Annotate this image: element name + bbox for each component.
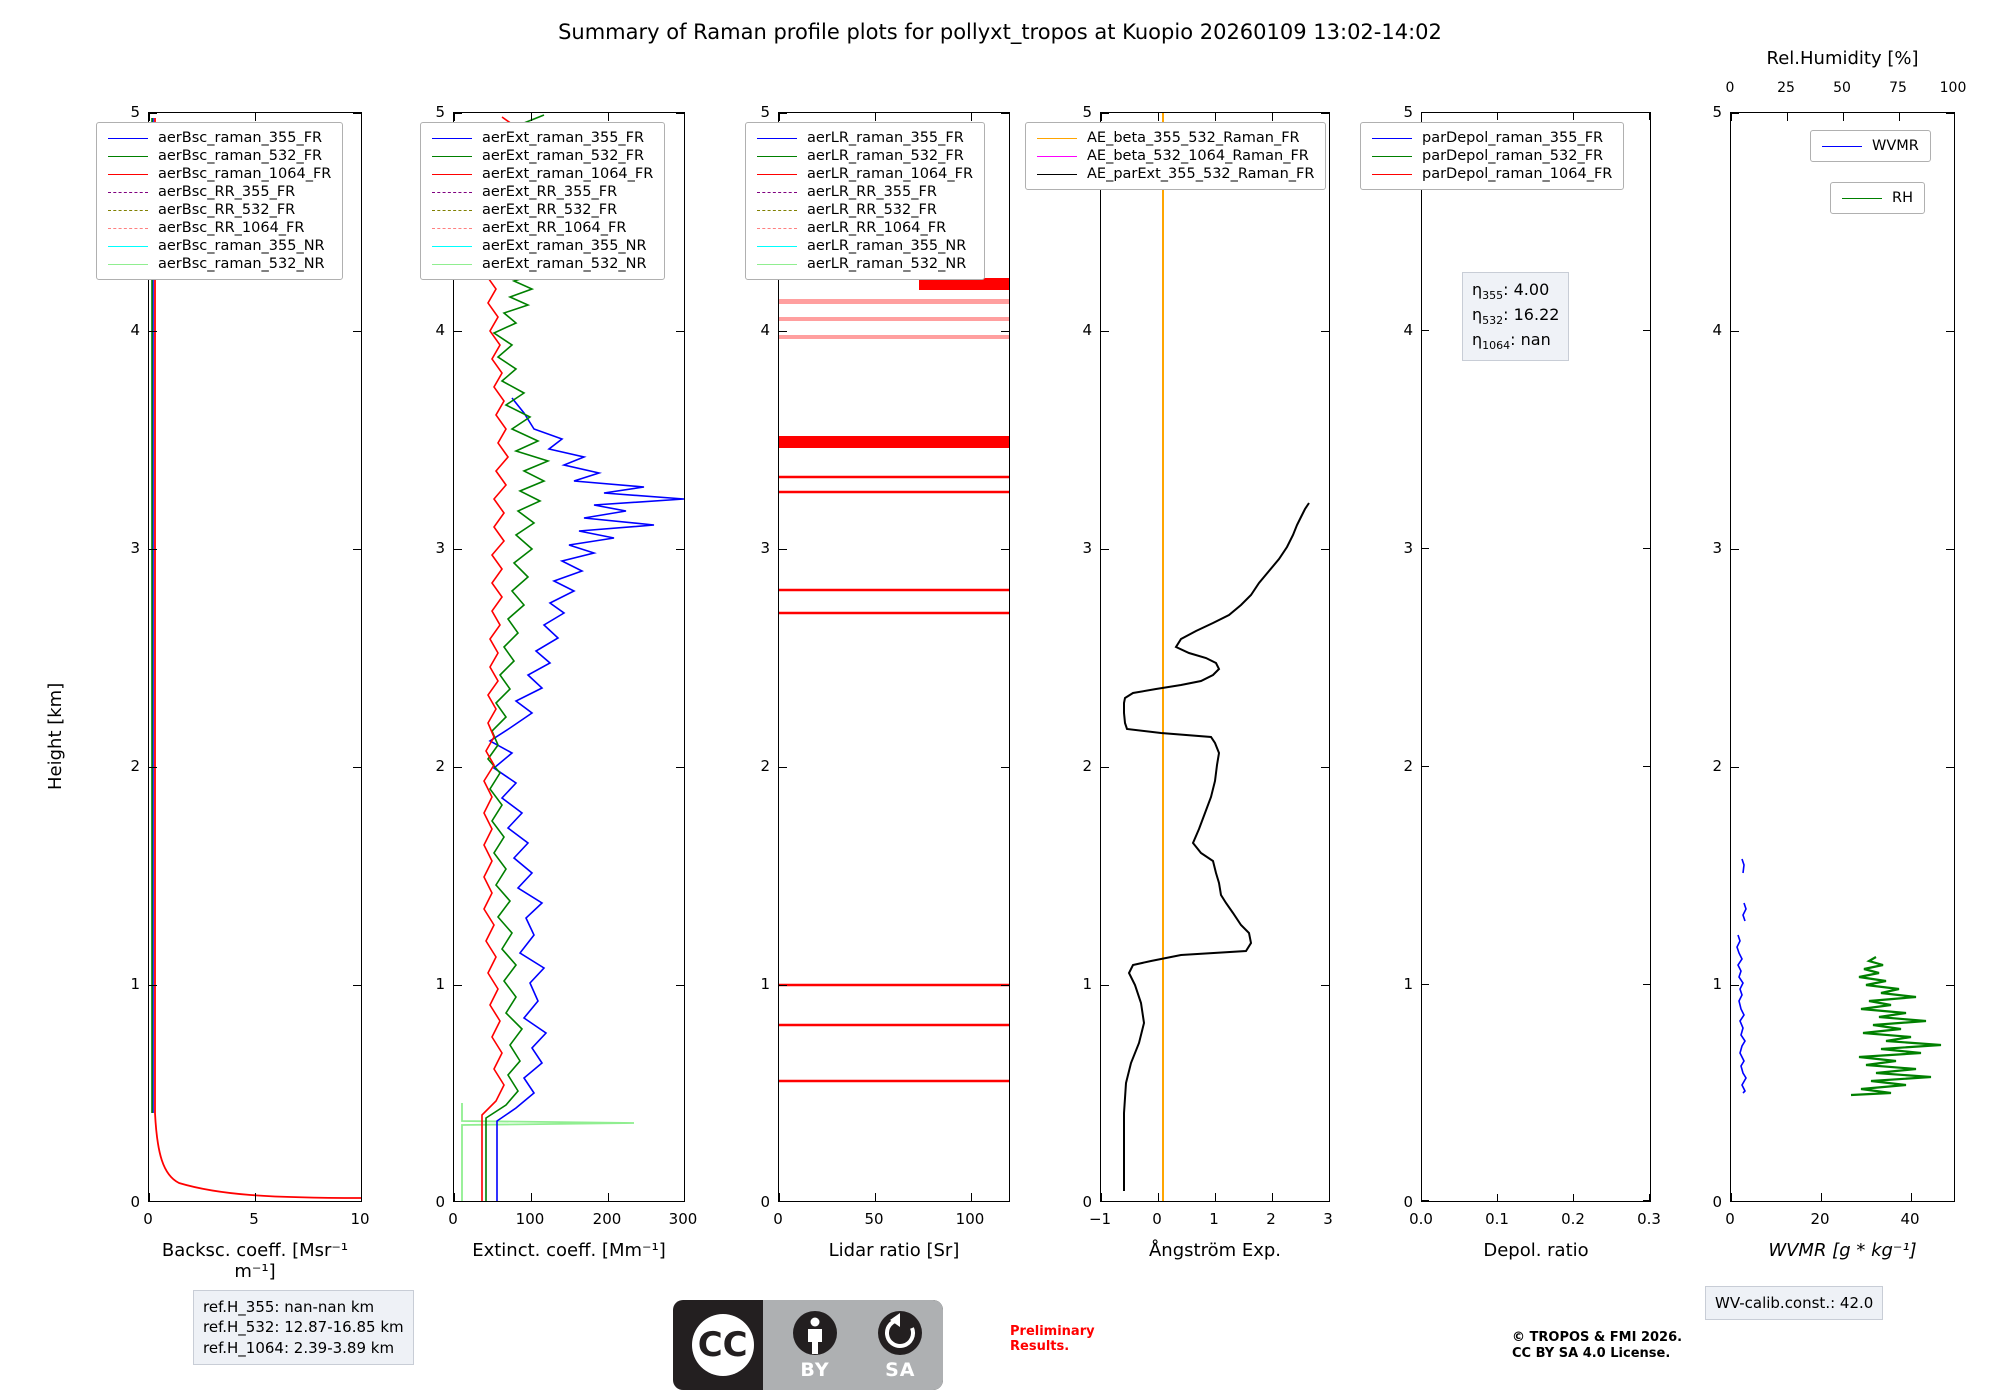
legend-label: WVMR bbox=[1872, 138, 1919, 154]
x-tick-2: 0.2 bbox=[1561, 1210, 1585, 1228]
axes-wvmr bbox=[1730, 112, 1955, 1202]
legend-item bbox=[1369, 165, 1615, 183]
legend-swatch bbox=[108, 138, 148, 139]
legend-lidar-ratio bbox=[745, 122, 985, 280]
legend-swatch bbox=[1037, 174, 1077, 175]
y-tick-1: 1 bbox=[1082, 975, 1092, 993]
legend-item bbox=[1034, 165, 1317, 183]
legend-swatch bbox=[432, 156, 472, 157]
y-tick-0: 0 bbox=[1082, 1193, 1092, 1211]
x-tick-0: 0 bbox=[773, 1210, 783, 1228]
x-axis-caption-depol-ratio: Depol. ratio bbox=[1483, 1240, 1589, 1261]
legend-item bbox=[1369, 129, 1615, 147]
legend-swatch bbox=[757, 264, 797, 265]
legend-swatch bbox=[1372, 174, 1412, 175]
cc-by-label: BY bbox=[800, 1359, 830, 1381]
figure-title: Summary of Raman profile plots for pollyxt_tropos at Kuopio 20260109 13:02-14:02 bbox=[558, 20, 1442, 44]
legend-item bbox=[429, 129, 656, 147]
cc-text: CC bbox=[697, 1325, 748, 1365]
y-tick-0: 0 bbox=[1712, 1193, 1722, 1211]
legend-label: aerLR_raman_532_NR bbox=[807, 256, 967, 272]
y-tick-2: 2 bbox=[1712, 757, 1722, 775]
y-tick-1: 1 bbox=[760, 975, 770, 993]
x-tick-4: 3 bbox=[1323, 1210, 1333, 1228]
legend-item bbox=[105, 255, 334, 273]
legend-swatch bbox=[432, 264, 472, 265]
legend-swatch bbox=[757, 210, 797, 211]
preliminary-line-2: Results. bbox=[1010, 1338, 1070, 1354]
y-tick-5: 5 bbox=[435, 103, 445, 121]
reference-heights-box bbox=[193, 1290, 414, 1365]
legend-label: aerBsc_raman_1064_FR bbox=[158, 166, 332, 182]
legend-swatch bbox=[108, 174, 148, 175]
y-tick-4: 4 bbox=[435, 321, 445, 339]
x-tick-1: 0 bbox=[1152, 1210, 1162, 1228]
x-tick-0: 0 bbox=[448, 1210, 458, 1228]
eta-1064-value: nan bbox=[1520, 330, 1551, 350]
legend-item bbox=[754, 219, 976, 237]
y-tick-4: 4 bbox=[1403, 321, 1413, 339]
legend-item bbox=[105, 129, 334, 147]
x-tick-0: 0 bbox=[1725, 1210, 1735, 1228]
legend-label: aerExt_raman_355_FR bbox=[482, 130, 645, 146]
legend-backscatter bbox=[96, 122, 343, 280]
copyright-note bbox=[1512, 1330, 1682, 1361]
legend-swatch bbox=[432, 174, 472, 175]
x-axis-caption-backscatter: Backsc. coeff. [Msr⁻¹ m⁻¹] bbox=[161, 1240, 349, 1282]
y-tick-1: 1 bbox=[435, 975, 445, 993]
legend-item bbox=[429, 165, 656, 183]
y-tick-2: 2 bbox=[130, 757, 140, 775]
y-axis-title: Height [km] bbox=[45, 682, 66, 790]
legend-swatch bbox=[432, 138, 472, 139]
legend-item bbox=[429, 237, 656, 255]
legend-swatch bbox=[108, 264, 148, 265]
legend-label: AE_beta_532_1064_Raman_FR bbox=[1087, 148, 1309, 164]
legend-swatch bbox=[1372, 138, 1412, 139]
x-tick-3: 0.3 bbox=[1637, 1210, 1661, 1228]
y-tick-3: 3 bbox=[1082, 539, 1092, 557]
legend-label: aerLR_RR_532_FR bbox=[807, 202, 937, 218]
wv-calib-const-box bbox=[1705, 1286, 1883, 1320]
y-tick-0: 0 bbox=[760, 1193, 770, 1211]
legend-item bbox=[429, 183, 656, 201]
y-tick-2: 2 bbox=[1403, 757, 1413, 775]
x-tick-0: −1 bbox=[1088, 1210, 1112, 1228]
y-tick-3: 3 bbox=[130, 539, 140, 557]
legend-item bbox=[429, 255, 656, 273]
x-tick-3: 2 bbox=[1266, 1210, 1276, 1228]
legend-label: AE_beta_355_532_Raman_FR bbox=[1087, 130, 1300, 146]
y-tick-5: 5 bbox=[1082, 103, 1092, 121]
legend-item bbox=[1369, 147, 1615, 165]
legend-label: aerLR_RR_355_FR bbox=[807, 184, 937, 200]
legend-item bbox=[105, 237, 334, 255]
legend-item bbox=[105, 219, 334, 237]
legend-swatch bbox=[108, 246, 148, 247]
legend-label: aerBsc_RR_1064_FR bbox=[158, 220, 305, 236]
preliminary-line-1: Preliminary bbox=[1010, 1324, 1095, 1339]
legend-item bbox=[429, 201, 656, 219]
y-tick-4: 4 bbox=[1082, 321, 1092, 339]
legend-label: aerExt_raman_355_NR bbox=[482, 238, 647, 254]
x-tick-2: 200 bbox=[592, 1210, 622, 1228]
y-tick-1: 1 bbox=[130, 975, 140, 993]
y-tick-2: 2 bbox=[1082, 757, 1092, 775]
cc-icon bbox=[692, 1314, 754, 1376]
preliminary-results-note bbox=[1010, 1325, 1095, 1355]
y-tick-4: 4 bbox=[130, 321, 140, 339]
legend-item bbox=[105, 201, 334, 219]
eta-532-value: 16.22 bbox=[1513, 305, 1560, 325]
legend-swatch bbox=[108, 210, 148, 211]
legend-swatch bbox=[432, 228, 472, 229]
legend-label: parDepol_raman_532_FR bbox=[1422, 148, 1604, 164]
legend-label: aerExt_RR_532_FR bbox=[482, 202, 618, 218]
legend-item bbox=[429, 219, 656, 237]
legend-swatch bbox=[108, 156, 148, 157]
x-axis-caption-angstrom: Ångström Exp. bbox=[1148, 1240, 1282, 1261]
person-icon bbox=[791, 1309, 839, 1357]
legend-swatch bbox=[757, 246, 797, 247]
y-tick-0: 0 bbox=[1403, 1193, 1413, 1211]
eta-355-value: 4.00 bbox=[1513, 280, 1550, 299]
y-tick-3: 3 bbox=[1712, 539, 1722, 557]
legend-swatch bbox=[1372, 156, 1412, 157]
legend-swatch bbox=[1842, 198, 1882, 199]
y-tick-2: 2 bbox=[760, 757, 770, 775]
legend-label: aerBsc_raman_355_NR bbox=[158, 238, 325, 254]
legend-swatch bbox=[432, 192, 472, 193]
y-tick-5: 5 bbox=[760, 103, 770, 121]
legend-extinction bbox=[420, 122, 665, 280]
top-axis-caption-rh: Rel.Humidity [%] bbox=[1766, 48, 1919, 69]
ref-h-532: ref.H_532: 12.87-16.85 km bbox=[203, 1318, 404, 1337]
share-alike-icon bbox=[876, 1309, 924, 1357]
legend-label: aerBsc_RR_355_FR bbox=[158, 184, 296, 200]
legend-label: aerLR_raman_355_FR bbox=[807, 130, 964, 146]
x-tick-2: 10 bbox=[350, 1210, 370, 1228]
legend-depol-ratio bbox=[1360, 122, 1624, 190]
legend-swatch bbox=[757, 138, 797, 139]
legend-swatch bbox=[757, 228, 797, 229]
legend-swatch bbox=[1037, 138, 1077, 139]
eta-532-line bbox=[1472, 304, 1559, 329]
eta-annotation-box bbox=[1462, 272, 1569, 361]
y-tick-3: 3 bbox=[435, 539, 445, 557]
y-tick-5: 5 bbox=[130, 103, 140, 121]
y-tick-1: 1 bbox=[1712, 975, 1722, 993]
y-tick-0: 0 bbox=[130, 1193, 140, 1211]
top-tick-4: 100 bbox=[1939, 80, 1967, 96]
copyright-line-1: © TROPOS & FMI 2026. bbox=[1512, 1330, 1683, 1345]
x-tick-1: 50 bbox=[864, 1210, 884, 1228]
y-tick-5: 5 bbox=[1403, 103, 1413, 121]
legend-item bbox=[1839, 189, 1916, 207]
y-tick-4: 4 bbox=[1712, 321, 1722, 339]
legend-label: aerExt_raman_532_FR bbox=[482, 148, 645, 164]
x-tick-1: 0.1 bbox=[1485, 1210, 1509, 1228]
legend-label: AE_parExt_355_532_Raman_FR bbox=[1087, 166, 1315, 182]
y-tick-3: 3 bbox=[1403, 539, 1413, 557]
x-tick-3: 300 bbox=[668, 1210, 698, 1228]
legend-item bbox=[754, 201, 976, 219]
ref-h-355: ref.H_355: nan-nan km bbox=[203, 1298, 375, 1316]
copyright-line-2: CC BY SA 4.0 License. bbox=[1512, 1345, 1671, 1361]
eta-532-symbol: $\eta_{532}$: bbox=[1472, 305, 1509, 328]
y-tick-4: 4 bbox=[760, 321, 770, 339]
top-tick-1: 25 bbox=[1777, 80, 1795, 96]
legend-swatch bbox=[432, 210, 472, 211]
legend-swatch bbox=[757, 174, 797, 175]
legend-label: parDepol_raman_355_FR bbox=[1422, 130, 1604, 146]
legend-item bbox=[105, 183, 334, 201]
legend-label: aerLR_raman_1064_FR bbox=[807, 166, 974, 182]
top-tick-3: 75 bbox=[1889, 80, 1907, 96]
eta-355-symbol: $\eta_{355}$: bbox=[1472, 280, 1509, 303]
wvmr-plot-lines bbox=[1731, 113, 1955, 1202]
eta-1064-symbol: $\eta_{1064}$: bbox=[1472, 330, 1516, 353]
legend-swatch bbox=[1037, 156, 1077, 157]
legend-item bbox=[1819, 137, 1922, 155]
x-tick-1: 100 bbox=[515, 1210, 545, 1228]
legend-angstrom bbox=[1025, 122, 1326, 190]
x-tick-0: 0 bbox=[143, 1210, 153, 1228]
cc-sa-segment bbox=[876, 1309, 924, 1381]
x-tick-0: 0.0 bbox=[1409, 1210, 1433, 1228]
x-tick-2: 1 bbox=[1209, 1210, 1219, 1228]
cc-sa-label: SA bbox=[885, 1359, 916, 1381]
panel-angstrom bbox=[1082, 103, 1333, 1261]
legend-swatch bbox=[108, 228, 148, 229]
x-tick-2: 40 bbox=[1900, 1210, 1920, 1228]
eta-1064-line bbox=[1472, 329, 1559, 354]
legend-item bbox=[754, 237, 976, 255]
legend-label: aerExt_RR_355_FR bbox=[482, 184, 618, 200]
legend-item bbox=[1034, 129, 1317, 147]
angstrom-plot-lines bbox=[1101, 113, 1330, 1202]
legend-label: aerBsc_raman_355_FR bbox=[158, 130, 323, 146]
y-tick-2: 2 bbox=[435, 757, 445, 775]
legend-label: aerBsc_raman_532_NR bbox=[158, 256, 325, 272]
legend-swatch bbox=[1822, 146, 1862, 147]
eta-355-line bbox=[1472, 279, 1559, 304]
x-tick-2: 100 bbox=[955, 1210, 985, 1228]
top-tick-0: 0 bbox=[1725, 80, 1735, 96]
legend-item bbox=[754, 147, 976, 165]
legend-label: aerExt_RR_1064_FR bbox=[482, 220, 627, 236]
panel-wvmr bbox=[1712, 48, 1967, 1261]
y-tick-0: 0 bbox=[435, 1193, 445, 1211]
legend-item bbox=[754, 183, 976, 201]
y-tick-3: 3 bbox=[760, 539, 770, 557]
y-tick-1: 1 bbox=[1403, 975, 1413, 993]
legend-item bbox=[429, 147, 656, 165]
legend-label: aerLR_raman_355_NR bbox=[807, 238, 967, 254]
ref-h-1064: ref.H_1064: 2.39-3.89 km bbox=[203, 1338, 395, 1357]
x-axis-caption-extinction: Extinct. coeff. [Mm⁻¹] bbox=[472, 1240, 666, 1261]
axes-angstrom bbox=[1100, 112, 1330, 1202]
top-tick-2: 50 bbox=[1833, 80, 1851, 96]
legend-wvmr bbox=[1810, 130, 1931, 162]
legend-label: aerLR_RR_1064_FR bbox=[807, 220, 947, 236]
legend-item bbox=[105, 165, 334, 183]
legend-label: aerExt_raman_1064_FR bbox=[482, 166, 654, 182]
legend-label: aerLR_raman_532_FR bbox=[807, 148, 964, 164]
x-axis-caption-wvmr: WVMR [g * kg⁻¹] bbox=[1768, 1240, 1917, 1261]
cc-logo bbox=[692, 1314, 754, 1376]
x-tick-1: 20 bbox=[1810, 1210, 1830, 1228]
wv-calib-const-text: WV-calib.const.: 42.0 bbox=[1715, 1294, 1874, 1312]
legend-label: aerBsc_raman_532_FR bbox=[158, 148, 323, 164]
legend-item bbox=[754, 165, 976, 183]
legend-swatch bbox=[432, 246, 472, 247]
legend-label: parDepol_raman_1064_FR bbox=[1422, 166, 1613, 182]
legend-label: RH bbox=[1892, 190, 1913, 206]
legend-item bbox=[754, 255, 976, 273]
legend-swatch bbox=[757, 192, 797, 193]
cc-by-segment bbox=[791, 1309, 839, 1381]
legend-label: aerBsc_RR_532_FR bbox=[158, 202, 296, 218]
y-tick-5: 5 bbox=[1712, 103, 1722, 121]
legend-item bbox=[1034, 147, 1317, 165]
legend-item bbox=[754, 129, 976, 147]
x-axis-caption-lidar-ratio: Lidar ratio [Sr] bbox=[828, 1240, 960, 1261]
legend-item bbox=[105, 147, 334, 165]
legend-swatch bbox=[757, 156, 797, 157]
x-tick-1: 5 bbox=[249, 1210, 259, 1228]
cc-license-badge bbox=[673, 1300, 943, 1390]
legend-label: aerExt_raman_532_NR bbox=[482, 256, 647, 272]
legend-swatch bbox=[108, 192, 148, 193]
legend-rh bbox=[1830, 182, 1925, 214]
